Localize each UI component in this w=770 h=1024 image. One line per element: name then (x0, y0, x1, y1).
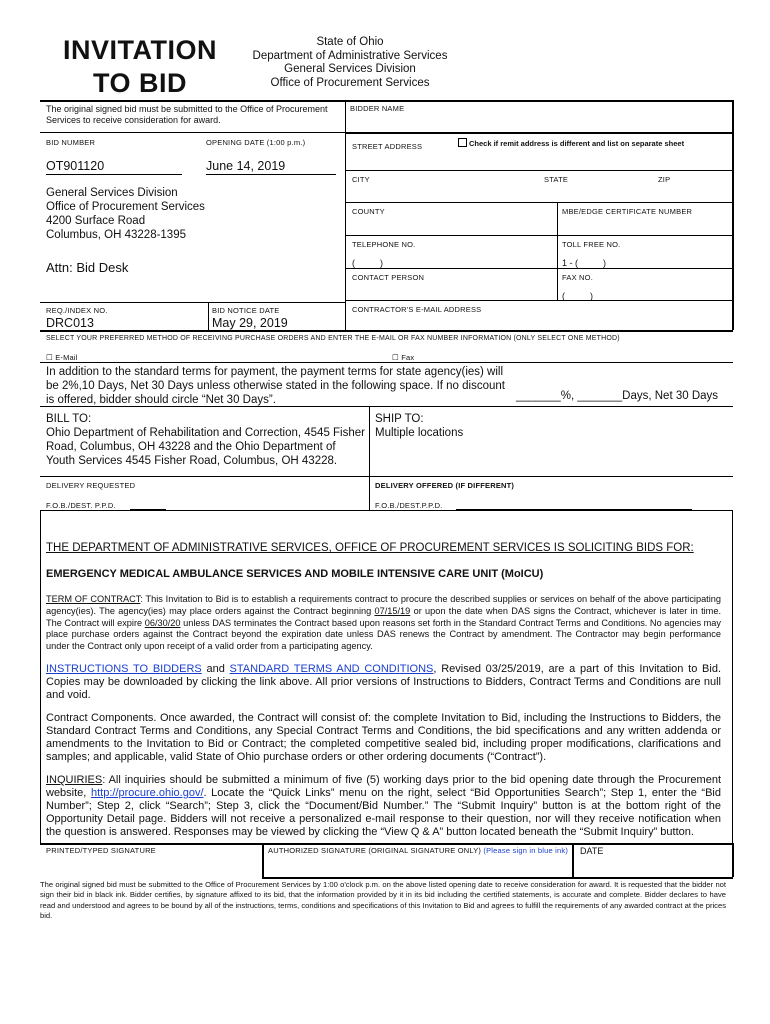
inquiries-text1: : All inquiries should be submitted a minimum of five (5) working days prior to the bid opening date through the Procurement website, (46, 774, 721, 799)
tollfree-field[interactable]: 1 - ( ) (562, 258, 607, 268)
bill-to-text: Ohio Department of Rehabilitation and Correction, 4545 Fisher Road, Columbus, OH 43228 and the Ohio Department of Youth Services 4545 Fisher Road, Columbus, OH 43228. (46, 427, 365, 467)
date-label[interactable]: DATE (580, 846, 604, 856)
ship-to-label: SHIP TO: (375, 413, 424, 425)
req-index: DRC013 (46, 316, 94, 330)
agency-header (240, 36, 460, 90)
agency-office: Office of Procurement Services (270, 76, 430, 89)
term-label: TERM OF CONTRACT (46, 594, 141, 604)
fax-label[interactable]: FAX NO. (562, 273, 593, 282)
fax-option[interactable]: ☐ Fax (392, 353, 415, 362)
bill-to-label: BILL TO: (46, 413, 92, 425)
contract-components: Contract Components. Once awarded, the Contract will consist of: the complete Invitation to Bid, including the Instructions to Bidders, the Standard Contract Terms and Conditions, any Special Contract Terms and Conditions, the bid specifications and any written addenda or amendments to the Invitation to Bid or Contract; the completed competitive sealed bid, including proper modifications, clarifications and samples; and applicable, valid State of Ohio purchase orders or other ordering documents (“Contract”). (46, 712, 721, 763)
bid-number-label: BID NUMBER (46, 138, 96, 147)
term-end-date: 06/30/20 (144, 617, 181, 628)
bid-notice-date: May 29, 2019 (212, 316, 288, 330)
footer-note: The original signed bid must be submitted to the Office of Procurement Services by 1:00 o'clock p.m. on the above listed opening date to receive consideration for award. It is requested that the bidder not sign their bid in black ink. Bidder certifies, by signature affixed to its bid, that the information provided by it in its bid including the certified statements, is accurate and complete. Bidder declares to have read and understood and agrees to be bound by all of the instructions, terms, conditions and specifications of this Invitation to Bid and agrees to fulfill the requirements of any awarded contract at the prices bid. (40, 880, 726, 921)
authorized-label-text: AUTHORIZED SIGNATURE (ORIGINAL SIGNATURE ONLY) (268, 846, 482, 855)
mailing-address (46, 186, 205, 242)
tollfree-label[interactable]: TOLL FREE NO. (562, 240, 621, 249)
term-of-contract (46, 594, 721, 653)
req-index-label: REQ./INDEX NO. (46, 306, 108, 315)
telephone-label[interactable]: TELEPHONE NO. (352, 240, 416, 249)
email-label[interactable]: CONTRACTOR'S E-MAIL ADDRESS (352, 305, 482, 314)
bid-number: OT901120 (46, 159, 105, 173)
soliciting-heading: THE DEPARTMENT OF ADMINISTRATIVE SERVICES, OFFICE OF PROCUREMENT SERVICES IS SOLICITING BIDS FOR: (46, 542, 694, 554)
service-title: EMERGENCY MEDICAL AMBULANCE SERVICES AND MOBILE INTENSIVE CARE UNIT (MoICU) (46, 568, 544, 580)
title-line2: TO BID (92, 68, 187, 98)
telephone-field[interactable]: ( ) (352, 258, 383, 268)
fax-field[interactable]: ( ) (562, 291, 593, 301)
fob-right[interactable]: F.O.B./DEST.P.P.D. (375, 501, 443, 510)
street-address-label[interactable]: STREET ADDRESS (352, 142, 423, 151)
delivery-offered-label: DELIVERY OFFERED (IF DIFFERENT) (375, 481, 515, 490)
payment-terms-blank[interactable]: _______%, _______Days, Net 30 Days (516, 390, 719, 402)
remit-checkbox[interactable] (458, 138, 467, 147)
address-line3: 4200 Surface Road (46, 215, 146, 227)
bid-notice-date-label: BID NOTICE DATE (212, 306, 280, 315)
fob-left[interactable]: F.O.B./DEST. P.P.D. (46, 501, 116, 510)
title-line1: INVITATION (63, 35, 217, 65)
county-label[interactable]: COUNTY (352, 207, 385, 216)
instructions-and: and (201, 663, 230, 675)
attn-bid-desk: Attn: Bid Desk (46, 260, 129, 275)
address-line4: Columbus, OH 43228-1395 (46, 229, 186, 241)
term-text2: or upon the date when DAS signs the Contract, whichever is later in time. The Contract will expire (46, 605, 721, 628)
inquiries-text2: . Locate the “Quick Links” menu on the right, select “Bid Opportunities Search”; Step 1, enter the “Bid Number”; Step 2, click “Search”; Step 3, click the “Document/Bid Number.” The “Submit Inquiry” button is at the bottom right of the Opportunity Detail page. Bidders will not receive a personalized e-mail response to their question, nor will they receive notification when the question is answered. Responses may be viewed by clicking the “View Q & A” button located beneath the “Submit Inquiry” button. (46, 787, 721, 838)
term-text1: : This Invitation to Bid is to establish a requirements contract to procure the described supplies or services on behalf of the above participating agency(ies). The agency(ies) may place orders against the Contract beginning (46, 594, 721, 616)
email-option[interactable]: ☐ E-Mail (46, 353, 78, 362)
remit-label: Check if remit address is different and list on separate sheet (469, 139, 685, 148)
mbe-label[interactable]: MBE/EDGE CERTIFICATE NUMBER (562, 207, 693, 216)
contact-person-label[interactable]: CONTACT PERSON (352, 273, 425, 282)
blue-ink-note: (Please sign in blue ink) (483, 846, 569, 855)
instructions-text: , Revised 03/25/2019, are a part of this Invitation to Bid. Copies may be downloaded by clicking the link above. All prior versions of Instructions to Bidders, Contract Terms and Conditions are null and void. (46, 663, 722, 701)
zip-label[interactable]: ZIP (658, 175, 671, 184)
inquiries-label: INQUIRIES (46, 774, 103, 786)
opening-date-label: OPENING DATE (1:00 p.m.) (206, 138, 306, 147)
city-label[interactable]: CITY (352, 175, 370, 184)
instructions-link[interactable]: INSTRUCTIONS TO BIDDERS (46, 663, 202, 675)
ship-to-text: Multiple locations (375, 427, 464, 439)
printed-signature-label[interactable]: PRINTED/TYPED SIGNATURE (46, 846, 156, 855)
bidder-name-label[interactable]: BIDDER NAME (350, 104, 405, 113)
standard-terms-link[interactable]: STANDARD TERMS AND CONDITIONS (229, 663, 434, 675)
agency-division: General Services Division (284, 63, 416, 75)
inquiries-paragraph (46, 774, 721, 839)
page-title (40, 34, 240, 100)
procure-link[interactable]: http://procure.ohio.gov/ (90, 787, 204, 799)
opening-date: June 14, 2019 (206, 159, 286, 173)
state-label[interactable]: STATE (544, 175, 569, 184)
authorized-signature-label[interactable] (268, 846, 568, 855)
agency-state: State of Ohio (316, 36, 384, 48)
payment-terms: In addition to the standard terms for payment, the payment terms for state agency(ies) will be 2%,10 Days, Net 30 Days unless otherwise stated in the following space. If no discount is offered, bidder should circle “Net 30 Days”. (46, 366, 505, 406)
address-line2: Office of Procurement Services (46, 201, 205, 213)
term-text3: unless DAS terminates the Contract based upon reasons set forth in the Standard Contract Terms and Conditions. No agencies may place purchase orders against the Contract beyond the expiration date unless DAS renews the Contract by amendment. The Contractor may begin performance under the Contract only upon receipt of a valid order from a participating agency. (46, 617, 722, 652)
preferred-method-label: SELECT YOUR PREFERRED METHOD OF RECEIVING PURCHASE ORDERS AND ENTER THE E-MAIL OR FAX NUMBER INFORMATION (ONLY SELECT ONE METHOD) (46, 335, 620, 342)
instructions-paragraph (46, 663, 721, 702)
submit-note: The original signed bid must be submitted to the Office of Procurement Services to receive consideration for award. (46, 104, 328, 125)
delivery-requested-label: DELIVERY REQUESTED (46, 481, 136, 490)
term-start-date: 07/15/19 (374, 605, 411, 616)
agency-department: Department of Administrative Services (252, 49, 448, 62)
address-line1: General Services Division (46, 187, 178, 199)
